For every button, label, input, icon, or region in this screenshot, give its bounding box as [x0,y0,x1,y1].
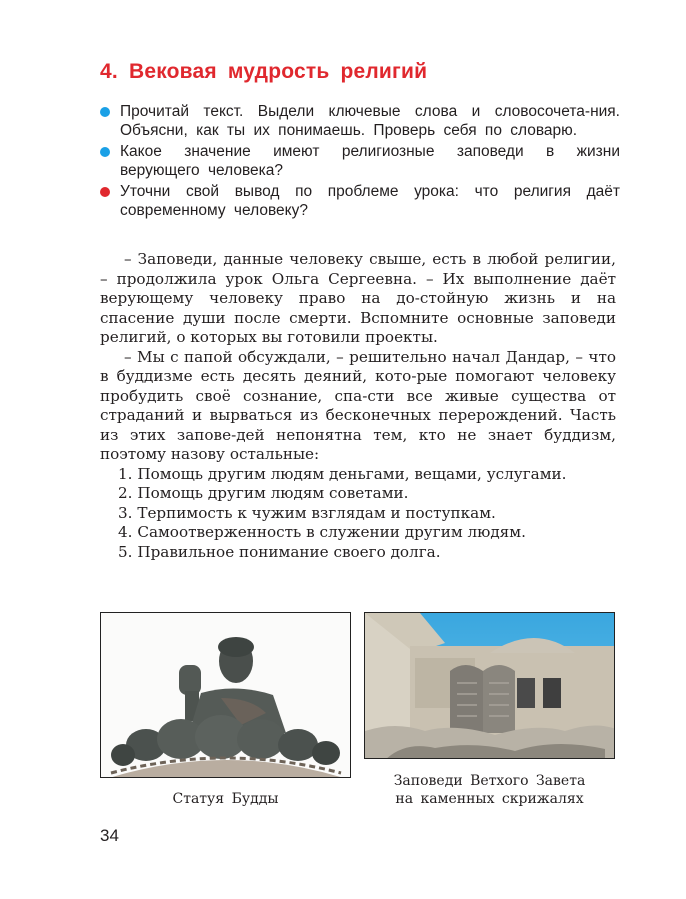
figure-caption: Статуя Будды [172,791,279,807]
figure-caption [364,772,615,808]
rule-item: 3. Терпимость к чужим взглядам и поступкам. [118,503,496,522]
lesson-body [100,250,616,562]
task-text: Уточни свой вывод по проблеме урока: что религия даёт современному человеку? [120,183,620,219]
stone-tablets-illustration [365,613,615,759]
rule-item: 4. Самоотверженность в служении другим людям. [118,523,526,541]
paragraph: – Мы с папой обсуждали, – решительно начал Дандар, – что в буддизме есть десять деяний, кото-рые помогают человеку пробудить своё сознание, спа-сти все живые существа от страданий и вырваться из бесконечных перерождений. Часть из этих запове-дей непонятна тем, кто не знает буддизм, поэтому назову остальные: [100,347,616,463]
caption-line: Заповеди Ветхого Завета [393,773,586,789]
buddha-statue-photo [100,612,351,778]
red-bullet-icon [100,187,110,197]
paragraph: – Заповеди, данные человеку свыше, есть в любой религии, – продолжила урок Ольга Сергеевна. – Их выполнение даёт верующему человеку право на до-стойную жизнь и на спасение души после смерти. Вспомните основные заповеди религий, о которых вы готовили проекты. [100,250,616,346]
lesson-title: 4. Вековая мудрость религий [100,60,428,83]
task-item [100,142,620,180]
blue-bullet-icon [100,107,110,117]
rule-item: 1. Помощь другим людям деньгами, вещами, услугами. [118,464,567,483]
task-text: Какое значение имеют религиозные заповеди в жизни верующего человека? [120,143,620,179]
task-item [100,182,620,220]
rules-list [100,465,616,563]
blue-bullet-icon [100,147,110,157]
task-text: Прочитай текст. Выдели ключевые слова и словосочета-ния. Объясни, как ты их понимаешь. Проверь себя по словарю. [120,103,620,139]
commandments-tablets-photo [364,612,615,759]
rule-item: 2. Помощь другим людям советами. [118,484,409,502]
caption-line: на каменных скрижалях [395,791,584,807]
task-item [100,102,620,140]
buddha-statue-illustration [101,613,351,778]
page-number: 34 [100,826,119,845]
task-list [100,102,620,222]
rule-item: 5. Правильное понимание своего долга. [118,542,441,561]
